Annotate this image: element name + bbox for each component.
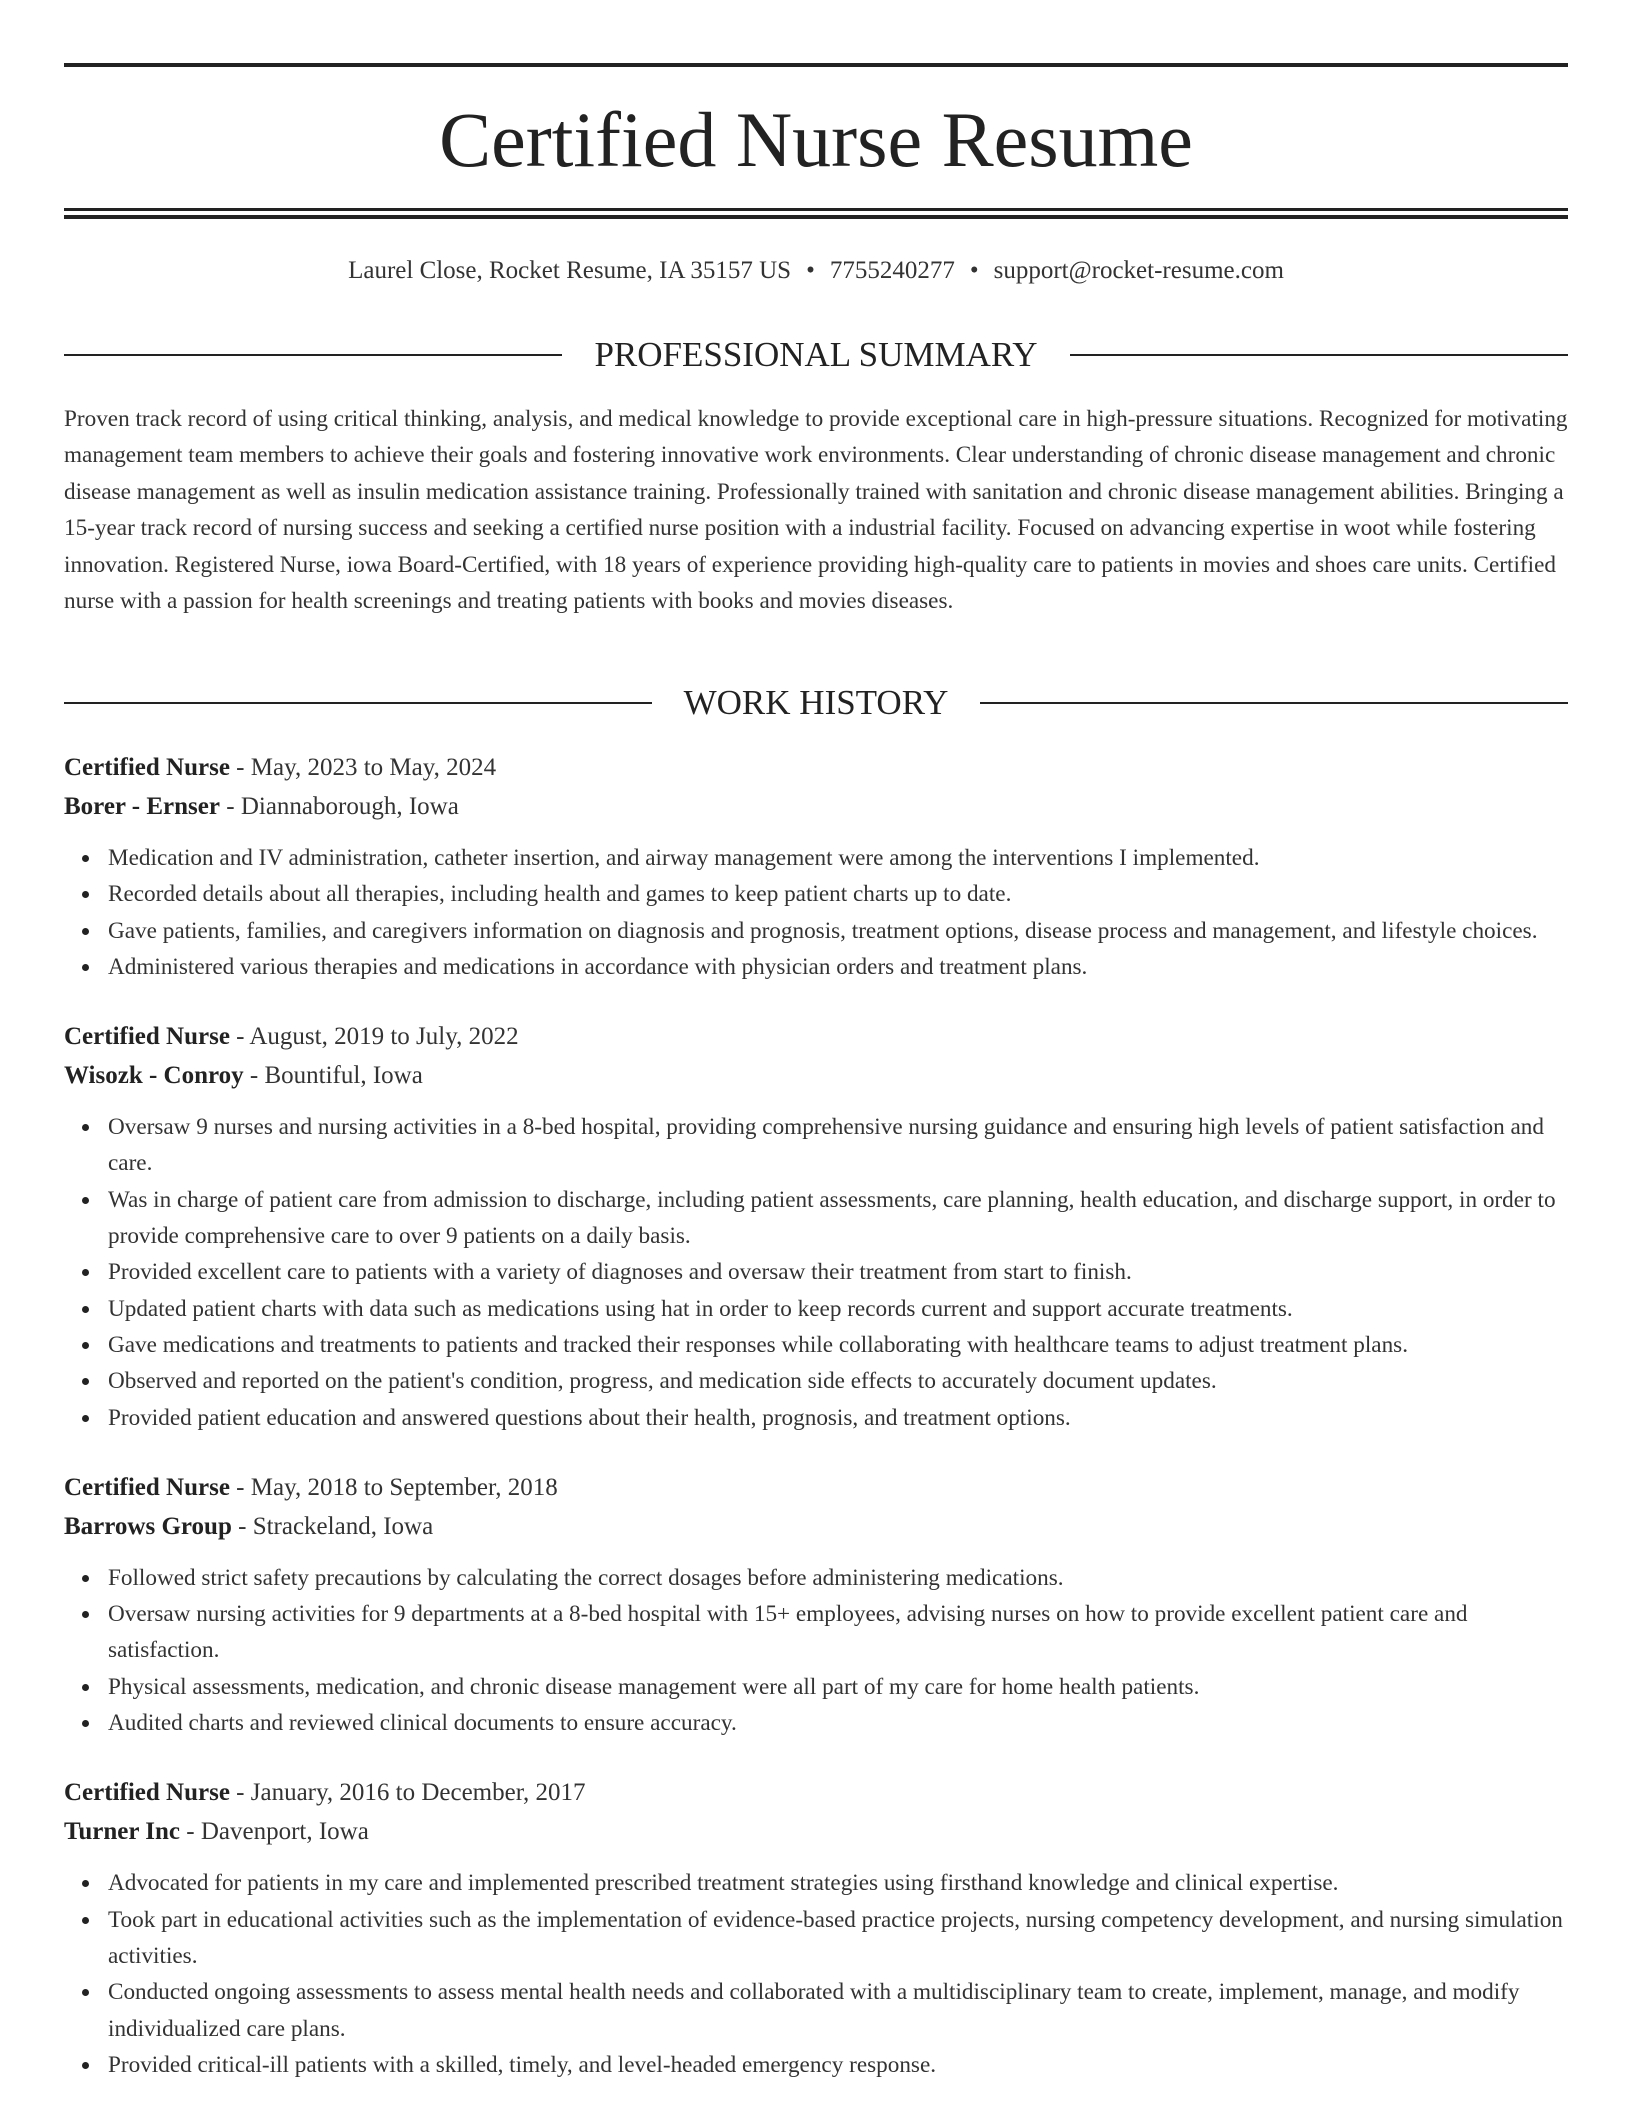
job-bullet: Audited charts and reviewed clinical documents to ensure accuracy. (108, 1705, 1568, 1741)
job-dash: - (236, 1023, 245, 1051)
top-rule (64, 63, 1568, 67)
summary-text: Proven track record of using critical thinking, analysis, and medical knowledge to provide exceptional care in high-pressure situations. Recognized for motivating management team members to achieve their goals and fostering innovative work environments. Clear understanding of chronic disease management and chronic disease management as well as insulin medication assistance training. Professionally trained with sanitation and chronic disease management abilities. Bringing a 15-year track record of nursing success and seeking a certified nurse position with a industrial facility. Focused on advancing expertise in woot while fostering innovation. Registered Nurse, iowa Board-Certified, with 18 years of experience providing high-quality care to patients in movies and shoes care units. Certified nurse with a passion for health screenings and treating patients with books and movies diseases. (64, 406, 1568, 615)
resume-title: Certified Nurse Resume (439, 96, 1193, 183)
job-entry (64, 1773, 1568, 2083)
job-dash: - (236, 1473, 245, 1501)
summary-heading: PROFESSIONAL SUMMARY (594, 335, 1038, 374)
job-company-line (64, 1056, 1568, 1095)
summary-section-header (64, 333, 1568, 377)
job-company-line (64, 1812, 1568, 1851)
job-bullet: Took part in educational activities such as the implementation of evidence-based practice projects, nursing competency development, and nursing simulation activities. (108, 1902, 1568, 1975)
section-rule-right (980, 702, 1568, 704)
job-bullet: Gave patients, families, and caregivers information on diagnosis and prognosis, treatment options, disease process and management, and lifestyle choices. (108, 913, 1568, 949)
job-bullets (64, 1560, 1568, 1741)
job-company: Borer - Ernser (64, 793, 220, 820)
job-entry (64, 1468, 1568, 1741)
job-title: Certified Nurse (64, 1779, 230, 1807)
job-location: Strackeland, Iowa (252, 1512, 434, 1540)
job-bullet: Physical assessments, medication, and chronic disease management were all part of my care for home health patients. (108, 1669, 1568, 1705)
job-dash: - (226, 793, 235, 820)
job-bullet: Gave medications and treatments to patients and tracked their responses while collaborating with healthcare teams to adjust treatment plans. (108, 1327, 1568, 1363)
job-bullet: Provided patient education and answered questions about their health, prognosis, and treatment options. (108, 1400, 1568, 1436)
job-title-line (64, 1017, 1568, 1056)
contact-email: support@rocket-resume.com (993, 257, 1284, 284)
work-history-list (64, 748, 1568, 2115)
job-bullet: Recorded details about all therapies, including health and games to keep patient charts up to date. (108, 876, 1568, 912)
title-rule-upper (64, 208, 1568, 211)
contact-separator: • (969, 257, 979, 284)
job-title-line (64, 1773, 1568, 1812)
job-bullet: Provided critical-ill patients with a skilled, timely, and level-headed emergency response. (108, 2047, 1568, 2083)
job-dash: - (249, 1062, 259, 1090)
job-bullet: Conducted ongoing assessments to assess mental health needs and collaborated with a multidisciplinary team to create, implement, manage, and modify individualized care plans. (108, 1974, 1568, 2047)
job-title: Certified Nurse (64, 1473, 230, 1501)
job-company-line (64, 1507, 1568, 1546)
job-bullet: Oversaw nursing activities for 9 departments at a 8-bed hospital with 15+ employees, advising nurses on how to provide excellent patient care and satisfaction. (108, 1596, 1568, 1669)
contact-phone: 7755240277 (829, 257, 955, 284)
job-location: Bountiful, Iowa (264, 1062, 423, 1090)
job-dash: - (236, 754, 245, 781)
job-title: Certified Nurse (64, 1023, 230, 1051)
work-heading: WORK HISTORY (683, 683, 949, 722)
job-dash: - (238, 1512, 247, 1540)
section-rule-left (64, 354, 562, 356)
job-bullets (64, 1109, 1568, 1436)
section-rule-left (64, 702, 652, 704)
job-company-line (64, 787, 1568, 826)
job-dash: - (186, 1818, 195, 1846)
job-bullet: Provided excellent care to patients with a variety of diagnoses and oversaw their treatment from start to finish. (108, 1254, 1568, 1290)
job-bullet: Oversaw 9 nurses and nursing activities in a 8-bed hospital, providing comprehensive nursing guidance and ensuring high levels of patient satisfaction and care. (108, 1109, 1568, 1182)
job-company: Wisozk - Conroy (64, 1062, 244, 1090)
work-section-header (64, 681, 1568, 725)
job-bullets (64, 840, 1568, 985)
job-dates: May, 2023 to May, 2024 (250, 754, 497, 781)
job-dates: January, 2016 to December, 2017 (250, 1779, 586, 1807)
job-bullet: Medication and IV administration, catheter insertion, and airway management were among the interventions I implemented. (108, 840, 1568, 876)
job-bullet: Updated patient charts with data such as medications using hat in order to keep records current and support accurate treatments. (108, 1291, 1568, 1327)
contact-address: Laurel Close, Rocket Resume, IA 35157 US (348, 257, 792, 284)
job-bullet: Advocated for patients in my care and implemented prescribed treatment strategies using firsthand knowledge and clinical expertise. (108, 1865, 1568, 1901)
job-bullet: Followed strict safety precautions by calculating the correct dosages before administering medications. (108, 1560, 1568, 1596)
job-title-line (64, 748, 1568, 787)
job-bullet: Was in charge of patient care from admission to discharge, including patient assessments, care planning, health education, and discharge support, in order to provide comprehensive care to over 9 patients on a daily basis. (108, 1182, 1568, 1255)
job-bullet: Observed and reported on the patient's condition, progress, and medication side effects to accurately document updates. (108, 1363, 1568, 1399)
job-dash: - (236, 1779, 245, 1807)
job-location: Davenport, Iowa (200, 1818, 369, 1846)
job-company: Barrows Group (64, 1512, 232, 1540)
job-title-line (64, 1468, 1568, 1507)
section-rule-right (1070, 354, 1568, 356)
job-bullets (64, 1865, 1568, 2083)
contact-separator: • (806, 257, 815, 284)
job-dates: August, 2019 to July, 2022 (249, 1023, 519, 1051)
job-location: Diannaborough, Iowa (240, 793, 459, 820)
contact-line (64, 254, 1568, 288)
job-company: Turner Inc (64, 1818, 181, 1846)
title-rule-lower (64, 215, 1568, 219)
job-title: Certified Nurse (64, 754, 230, 781)
job-bullet: Administered various therapies and medications in accordance with physician orders and treatment plans. (108, 949, 1568, 985)
job-entry (64, 748, 1568, 985)
job-entry (64, 1017, 1568, 1436)
job-dates: May, 2018 to September, 2018 (250, 1473, 558, 1501)
